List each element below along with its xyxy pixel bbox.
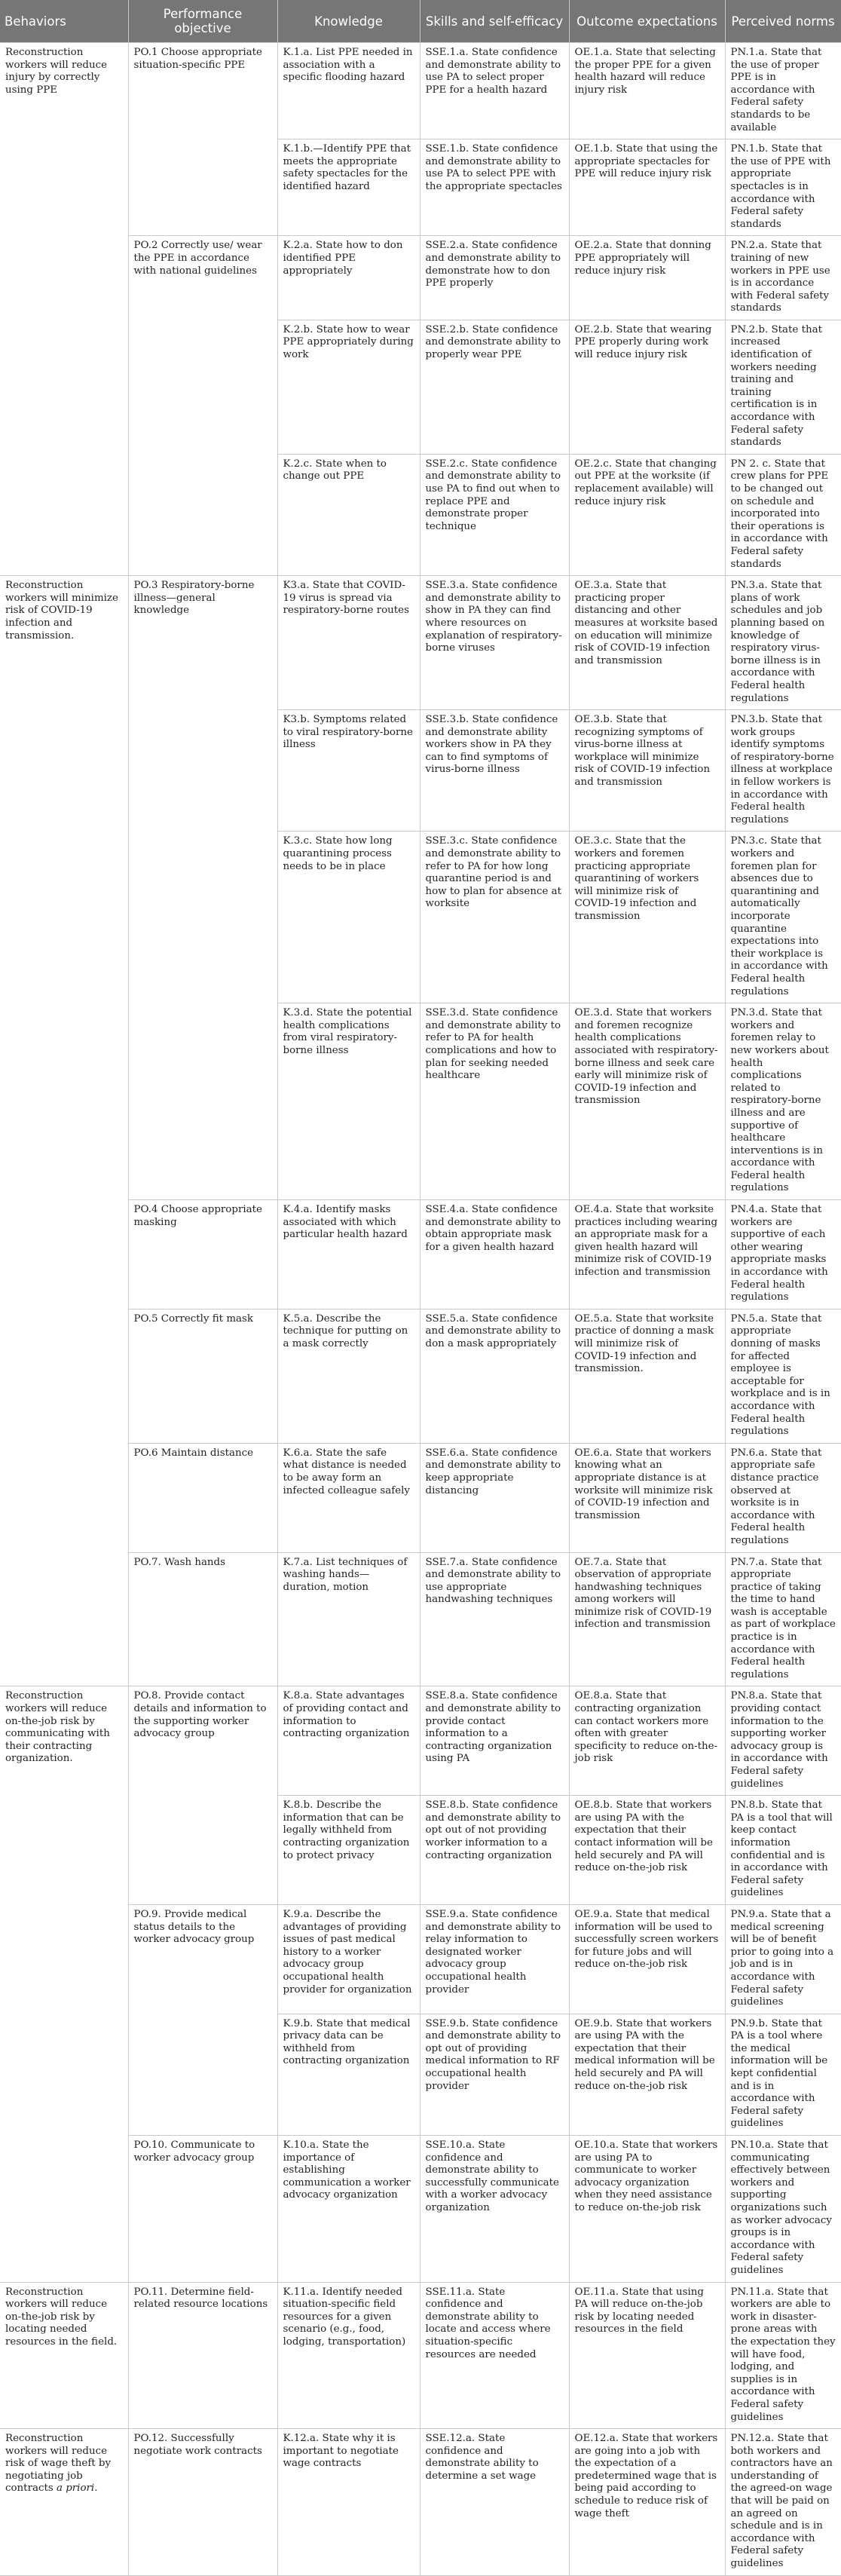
norms-cell: PN.7.a. State that appropriate practice of taking the time to hand wash is acceptable as part of workplace practice is in accordance with Federal health regulations — [725, 1552, 841, 1686]
outcome-cell: OE.5.a. State that worksite practice of donning a mask will minimize risk of COVID-19 infection and transmission. — [569, 1309, 725, 1443]
skills-cell: SSE.12.a. State confidence and demonstrate ability to determine a set wage — [420, 2429, 569, 2576]
knowledge-cell: K3.a. State that COVID-19 virus is spread via respiratory-borne routes — [277, 576, 420, 710]
objective-cell: PO.4 Choose appropriate masking — [128, 1200, 277, 1309]
table-row — [0, 2429, 841, 2576]
objective-cell: PO.10. Communicate to worker advocacy group — [128, 2136, 277, 2283]
skills-cell: SSE.3.c. State confidence and demonstrate ability to refer to PA for how long quarantine period is and how to plan for absence at worksite — [420, 832, 569, 1003]
outcome-cell: OE.9.a. State that medical information will be used to successfully screen workers for future jobs and will reduce on-the-job risk — [569, 1904, 725, 2014]
norms-cell: PN.2.b. State that increased identification of workers needing training and training certification is in accordance with Federal safety standards — [725, 320, 841, 454]
table-row — [0, 43, 841, 139]
skills-cell: SSE.3.a. State confidence and demonstrate ability to show in PA they can find where resources on explanation of respiratory-borne viruses — [420, 576, 569, 710]
knowledge-cell: K.6.a. State the safe what distance is needed to be away form an infected colleague safely — [277, 1443, 420, 1552]
norms-cell: PN.3.a. State that plans of work schedules and job planning based on knowledge of respiratory virus-borne illness is in accordance with Federal health regulations — [725, 576, 841, 710]
knowledge-cell: K.12.a. State why it is important to negotiate wage contracts — [277, 2429, 420, 2576]
objective-cell: PO.7. Wash hands — [128, 1552, 277, 1686]
skills-cell: SSE.6.a. State confidence and demonstrate ability to keep appropriate distancing — [420, 1443, 569, 1552]
skills-cell: SSE.9.b. State confidence and demonstrate ability to opt out of providing medical information to RF occupational health provider — [420, 2014, 569, 2135]
behavior-cell: Reconstruction workers will reduce injury by correctly using PPE — [0, 43, 128, 576]
norms-cell: PN.9.b. State that PA is a tool where the medical information will be kept confidential and is in accordance with Federal safety guidelines — [725, 2014, 841, 2135]
objective-cell: PO.11. Determine field-related resource locations — [128, 2282, 277, 2429]
objective-cell: PO.3 Respiratory-borne illness—general knowledge — [128, 576, 277, 1200]
behavior-cell: Reconstruction workers will reduce on-the-job risk by communicating with their contracting organization. — [0, 1686, 128, 2282]
outcome-cell: OE.10.a. State that workers are using PA to communicate to worker advocacy organization when they need assistance to reduce on-the-job risk — [569, 2136, 725, 2283]
outcome-cell: OE.2.c. State that changing out PPE at the worksite (if replacement available) will reduce injury risk — [569, 454, 725, 575]
knowledge-cell: K.2.b. State how to wear PPE appropriately during work — [277, 320, 420, 454]
outcome-cell: OE.8.b. State that workers are using PA with the expectation that their contact information will be held securely and PA will reduce on-the-job risk — [569, 1796, 725, 1905]
knowledge-cell: K.9.b. State that medical privacy data can be withheld from contracting organization — [277, 2014, 420, 2135]
norms-cell: PN 2. c. State that crew plans for PPE to be changed out on schedule and incorporated into their operations is in accordance with Federal safety standards — [725, 454, 841, 575]
knowledge-cell: K.2.c. State when to change out PPE — [277, 454, 420, 575]
header-skills-self-efficacy: Skills and self-efficacy — [420, 0, 569, 43]
header-knowledge: Knowledge — [277, 0, 420, 43]
skills-cell: SSE.8.b. State confidence and demonstrate ability to opt out of not providing worker information to a contracting organization — [420, 1796, 569, 1905]
norms-cell: PN.9.a. State that a medical screening will be of benefit prior to going into a job and is in accordance with Federal safety guidelines — [725, 1904, 841, 2014]
outcome-cell: OE.3.a. State that practicing proper distancing and other measures at worksite based on education will minimize risk of COVID-19 infection and transmission — [569, 576, 725, 710]
behavior-text: Reconstruction workers will reduce risk of wage theft by negotiating job contracts — [5, 2433, 112, 2495]
skills-cell: SSE.2.b. State confidence and demonstrate ability to properly wear PPE — [420, 320, 569, 454]
behavior-cell: Reconstruction workers will minimize risk of COVID-19 infection and transmission. — [0, 576, 128, 1686]
outcome-cell: OE.11.a. State that using PA will reduce on-the-job risk by locating needed resources in the field — [569, 2282, 725, 2429]
norms-cell: PN.11.a. State that workers are able to work in disaster-prone areas with the expectation they will have food, lodging, and supplies is in accordance with Federal safety guidelines — [725, 2282, 841, 2429]
outcome-cell: OE.1.a. State that selecting the proper PPE for a given health hazard will reduce injury risk — [569, 43, 725, 139]
knowledge-cell: K.1.a. List PPE needed in association with a specific flooding hazard — [277, 43, 420, 139]
skills-cell: SSE.2.a. State confidence and demonstrate ability to demonstrate how to don PPE properly — [420, 236, 569, 320]
knowledge-cell: K.1.b.—Identify PPE that meets the appropriate safety spectacles for the identified hazard — [277, 139, 420, 236]
behavior-cell — [0, 2429, 128, 2576]
norms-cell: PN.3.b. State that work groups identify symptoms of respiratory-borne illness at workplace in fellow workers is in accordance with Federal health regulations — [725, 710, 841, 832]
norms-cell: PN.4.a. State that workers are supportive of each other wearing appropriate masks in accordance with Federal health regulations — [725, 1200, 841, 1309]
outcome-cell: OE.12.a. State that workers are going into a job with the expectation of a predetermined wage that is being paid according to schedule to reduce risk of wage theft — [569, 2429, 725, 2576]
norms-cell: PN.2.a. State that training of new workers in PPE use is in accordance with Federal safety standards — [725, 236, 841, 320]
norms-cell: PN.6.a. State that appropriate safe distance practice observed at worksite is in accordance with Federal health regulations — [725, 1443, 841, 1552]
header-perceived-norms: Perceived norms — [725, 0, 841, 43]
norms-cell: PN.1.a. State that the use of proper PPE is in accordance with Federal safety standards to be available — [725, 43, 841, 139]
table-row — [0, 576, 841, 710]
outcome-cell: OE.1.b. State that using the appropriate spectacles for PPE will reduce injury risk — [569, 139, 725, 236]
skills-cell: SSE.10.a. State confidence and demonstrate ability to successfully communicate with a worker advocacy organization — [420, 2136, 569, 2283]
knowledge-cell: K.8.a. State advantages of providing contact and information to contracting organization — [277, 1686, 420, 1796]
norms-cell: PN.3.d. State that workers and foremen relay to new workers about health complications related to respiratory-borne illness and are supportive of healthcare interventions is in accordance with Federal health regulations — [725, 1003, 841, 1200]
norms-cell: PN.8.b. State that PA is a tool that will keep contact information confidential and is in accordance with Federal safety guidelines — [725, 1796, 841, 1905]
skills-cell: SSE.8.a. State confidence and demonstrate ability to provide contact information to a contracting organization using PA — [420, 1686, 569, 1796]
behavior-cell: Reconstruction workers will reduce on-the-job risk by locating needed resources in the field. — [0, 2282, 128, 2429]
header-row — [0, 0, 841, 43]
norms-cell: PN.8.a. State that providing contact information to the supporting worker advocacy group is in accordance with Federal safety guidelines — [725, 1686, 841, 1796]
outcome-cell: OE.3.d. State that workers and foremen recognize health complications associated with respiratory-borne illness and seek care early will minimize risk of COVID-19 infection and transmission — [569, 1003, 725, 1200]
knowledge-cell: K.10.a. State the importance of establishing communication a worker advocacy organization — [277, 2136, 420, 2283]
knowledge-cell: K.3.d. State the potential health complications from viral respiratory-borne illness — [277, 1003, 420, 1200]
skills-cell: SSE.1.a. State confidence and demonstrate ability to use PA to select proper PPE for a health hazard — [420, 43, 569, 139]
knowledge-cell: K.4.a. Identify masks associated with which particular health hazard — [277, 1200, 420, 1309]
header-performance-objective: Performance objective — [128, 0, 277, 43]
objective-cell: PO.2 Correctly use/ wear the PPE in accordance with national guidelines — [128, 236, 277, 576]
skills-cell: SSE.11.a. State confidence and demonstrate ability to locate and access where situation-specific resources are needed — [420, 2282, 569, 2429]
outcome-cell: OE.3.c. State that the workers and foremen practicing appropriate quarantining of workers will minimize risk of COVID-19 infection and transmission — [569, 832, 725, 1003]
norms-cell: PN.5.a. State that appropriate donning of masks for affected employee is acceptable for workplace and is in accordance with Federal health regulations — [725, 1309, 841, 1443]
knowledge-cell: K.7.a. List techniques of washing hands—duration, motion — [277, 1552, 420, 1686]
norms-cell: PN.12.a. State that both workers and contractors have an understanding of the agreed-on wage that will be paid on an agreed on schedule and is in accordance with Federal safety guidelines — [725, 2429, 841, 2576]
objective-cell: PO.8. Provide contact details and information to the supporting worker advocacy group — [128, 1686, 277, 1905]
outcome-cell: OE.6.a. State that workers knowing what an appropriate distance is at worksite will minimize risk of COVID-19 infection and transmission — [569, 1443, 725, 1552]
knowledge-cell: K3.b. Symptoms related to viral respiratory-borne illness — [277, 710, 420, 832]
skills-cell: SSE.3.d. State confidence and demonstrate ability to refer to PA for health complications and how to plan for seeking needed healthcare — [420, 1003, 569, 1200]
table-row — [0, 1686, 841, 1796]
knowledge-cell: K.5.a. Describe the technique for putting on a mask correctly — [277, 1309, 420, 1443]
outcome-cell: OE.7.a. State that observation of appropriate handwashing techniques among workers will minimize risk of COVID-19 infection and transmission — [569, 1552, 725, 1686]
objective-cell: PO.9. Provide medical status details to the worker advocacy group — [128, 1904, 277, 2135]
outcome-cell: OE.3.b. State that recognizing symptoms of virus-borne illness at workplace will minimize risk of COVID-19 infection and transmission — [569, 710, 725, 832]
outcome-cell: OE.8.a. State that contracting organization can contact workers more often with greater specificity to reduce on-the-job risk — [569, 1686, 725, 1796]
objective-cell: PO.5 Correctly fit mask — [128, 1309, 277, 1443]
table-row — [0, 2282, 841, 2429]
skills-cell: SSE.7.a. State confidence and demonstrate ability to use appropriate handwashing techniques — [420, 1552, 569, 1686]
outcome-cell: OE.9.b. State that workers are using PA with the expectation that their medical information will be held securely and PA will reduce on-the-job risk — [569, 2014, 725, 2135]
outcome-cell: OE.4.a. State that worksite practices including wearing an appropriate mask for a given health hazard will minimize risk of COVID-19 infection and transmission — [569, 1200, 725, 1309]
skills-cell: SSE.3.b. State confidence and demonstrate ability workers show in PA they can to find symptoms of virus-borne illness — [420, 710, 569, 832]
norms-cell: PN.1.b. State that the use of PPE with appropriate spectacles is in accordance with Federal safety standards — [725, 139, 841, 236]
behavior-text-italic: a priori — [56, 2483, 95, 2495]
outcome-cell: OE.2.b. State that wearing PPE properly during work will reduce injury risk — [569, 320, 725, 454]
norms-cell: PN.3.c. State that workers and foremen plan for absences due to quarantining and automatically incorporate quarantine expectations into their workplace is in accordance with Federal health regulations — [725, 832, 841, 1003]
knowledge-cell: K.8.b. Describe the information that can be legally withheld from contracting organization to protect privacy — [277, 1796, 420, 1905]
objective-cell: PO.12. Successfully negotiate work contracts — [128, 2429, 277, 2576]
skills-cell: SSE.2.c. State confidence and demonstrate ability to use PA to find out when to replace PPE and demonstrate proper technique — [420, 454, 569, 575]
header-outcome-expectations: Outcome expectations — [569, 0, 725, 43]
header-behaviors: Behaviors — [0, 0, 128, 43]
knowledge-cell: K.3.c. State how long quarantining process needs to be in place — [277, 832, 420, 1003]
knowledge-cell: K.11.a. Identify needed situation-specific field resources for a given scenario (e.g., food, lodging, transportation) — [277, 2282, 420, 2429]
behavior-text-end: . — [94, 2483, 98, 2495]
skills-cell: SSE.4.a. State confidence and demonstrate ability to obtain appropriate mask for a given health hazard — [420, 1200, 569, 1309]
objective-cell: PO.1 Choose appropriate situation-specific PPE — [128, 43, 277, 236]
skills-cell: SSE.5.a. State confidence and demonstrate ability to don a mask appropriately — [420, 1309, 569, 1443]
knowledge-cell: K.9.a. Describe the advantages of providing issues of past medical history to a worker advocacy group occupational health provider for organization — [277, 1904, 420, 2014]
knowledge-cell: K.2.a. State how to don identified PPE appropriately — [277, 236, 420, 320]
norms-cell: PN.10.a. State that communicating effectively between workers and supporting organizations such as worker advocacy groups is in accordance with Federal safety guidelines — [725, 2136, 841, 2283]
skills-cell: SSE.9.a. State confidence and demonstrate ability to relay information to designated worker advocacy group occupational health provider — [420, 1904, 569, 2014]
objective-cell: PO.6 Maintain distance — [128, 1443, 277, 1552]
skills-cell: SSE.1.b. State confidence and demonstrate ability to use PA to select PPE with the appropriate spectacles — [420, 139, 569, 236]
outcome-cell: OE.2.a. State that donning PPE appropriately will reduce injury risk — [569, 236, 725, 320]
